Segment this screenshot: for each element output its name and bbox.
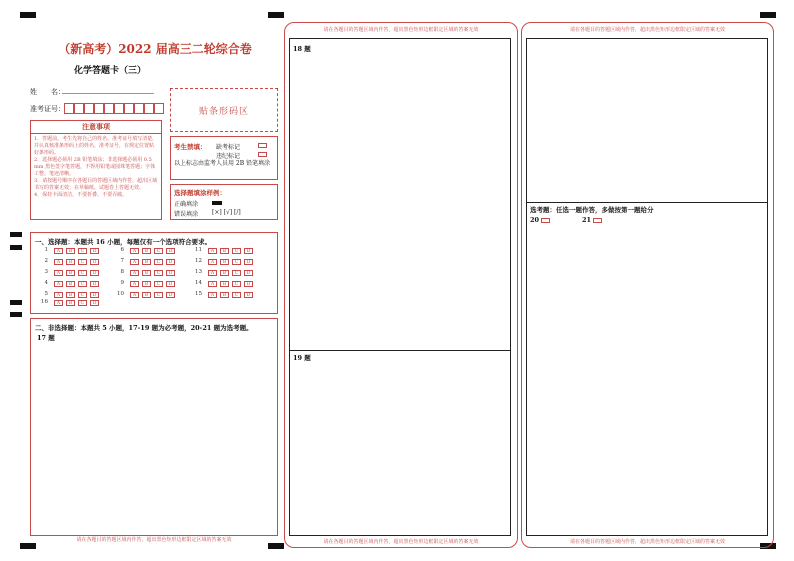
boundary-notice: 请在各题目的答题区域内作答，超出黑色矩形边框限定区域的答案无效 [323,27,479,33]
choice-bubble[interactable]: A [208,292,217,298]
choice-bubble[interactable]: B [220,292,229,298]
choice-bubble[interactable]: D [90,259,99,265]
choice-bubble[interactable]: C [154,292,163,298]
choice-bubble[interactable]: D [90,270,99,276]
name-label: 姓 名： [30,88,65,96]
choice-bubble[interactable]: C [78,292,87,298]
choice-bubble[interactable]: C [232,281,241,287]
q18-q19-divider [289,350,511,351]
question-number: 2 [44,258,48,264]
choice-bubble[interactable]: B [66,292,75,298]
absent-label: 缺考标记 [216,144,241,151]
choice-bubble[interactable]: C [78,281,87,287]
q19-label: 19 题 [293,354,311,362]
question-number: 13 [195,269,202,275]
barcode-area: 贴条形码区 [170,88,278,132]
choice-bubble[interactable]: A [130,292,139,298]
choice-bubble[interactable]: A [208,248,217,254]
forbidden-label: 考生禁填： [174,143,207,151]
timing-mark [20,12,36,18]
notice-item: 1．答题前，考生先将自己的姓名、准考证号填写清楚，并认真核准条形码上的姓名、准考证号，在规定位置贴好条形码。 [34,136,158,156]
wrong-marks: [×] [√] [/] [212,209,241,216]
page-subtitle: 化学答题卡（三） [73,66,146,76]
choice-bubble[interactable]: B [66,248,75,254]
choice-bubble[interactable]: C [78,259,87,265]
choice-bubble[interactable]: A [54,300,63,306]
choice-bubble[interactable]: C [154,281,163,287]
elective-divider [526,202,768,203]
choice-bubble[interactable]: B [66,281,75,287]
choice-bubble[interactable]: D [244,281,253,287]
choice-bubble[interactable]: D [244,270,253,276]
choice-bubble[interactable]: C [232,270,241,276]
choice-bubble[interactable]: A [130,270,139,276]
question-number: 3 [44,269,48,275]
answer-area-18-19[interactable] [289,38,511,536]
question-number: 6 [120,247,124,253]
q21-select-box[interactable] [593,218,602,223]
absent-checkbox[interactable] [258,143,267,148]
choice-bubble[interactable]: B [142,292,151,298]
choice-bubble[interactable]: D [90,281,99,287]
sample-heading: 选择题填涂样例： [174,189,226,197]
section2-box [30,318,278,536]
notice-heading: 注意事项 [31,121,161,134]
question-number: 15 [195,291,202,297]
question-number: 1 [44,247,48,253]
choice-bubble[interactable]: B [142,259,151,265]
correct-label: 正确填涂 [174,201,199,208]
choice-bubble[interactable]: D [244,248,253,254]
name-field[interactable] [62,93,154,94]
q18-label: 18 题 [293,45,311,53]
choice-bubble[interactable]: A [130,248,139,254]
question-number: 9 [120,280,124,286]
timing-mark [10,245,22,250]
wrong-label: 错误填涂 [174,211,199,218]
choice-bubble[interactable]: A [54,270,63,276]
q20-select-box[interactable] [541,218,550,223]
choice-bubble[interactable]: B [220,259,229,265]
choice-bubble[interactable]: C [78,270,87,276]
boundary-notice: 请在各题目的答题区域内作答，超出黑色矩形边框限定区域的答案无效 [76,537,232,543]
question-number: 11 [195,247,202,253]
question-number: 7 [120,258,124,264]
choice-bubble[interactable]: A [208,259,217,265]
question-number: 8 [120,269,124,275]
choice-bubble[interactable]: A [54,248,63,254]
choice-bubble[interactable]: A [54,259,63,265]
boundary-notice: 请在各题目的答题区域内作答，超出黑色矩形边框限定区域的答案无效 [323,539,479,545]
notice-box [30,120,162,220]
elective-title: 选考题：任选一题作答，多做按第一题给分 [530,206,654,214]
timing-mark [268,543,284,549]
id-label: 准考证号： [30,105,65,113]
choice-bubble[interactable]: A [208,281,217,287]
notice-item: 3．请按题号顺序在各题目的答题区域内作答，超出区域书写的答案无效；在草稿纸、试题卷上答题无效。 [34,178,158,191]
q20-label: 20 [530,216,540,224]
timing-mark [268,12,284,18]
question-number: 12 [195,258,202,264]
timing-mark [10,312,22,317]
choice-bubble[interactable]: C [232,248,241,254]
question-number: 16 [41,299,48,305]
choice-bubble[interactable]: D [166,270,175,276]
choice-bubble[interactable]: C [154,259,163,265]
notice-item: 4．保持卡面清洁，不要折叠、不要弄破。 [34,192,128,198]
question-number: 4 [44,280,48,286]
choice-bubble[interactable]: C [78,248,87,254]
choice-bubble[interactable]: C [232,292,241,298]
q21-label: 21 [582,216,592,224]
sample-box [170,184,278,220]
choice-bubble[interactable]: D [166,281,175,287]
boundary-notice: 请在各题目的答题区域内作答，超出黑色矩形边框限定区域的答案无效 [569,539,725,545]
choice-bubble[interactable]: D [166,248,175,254]
boundary-notice: 请在各题目的答题区域内作答，超出黑色矩形边框限定区域的答案无效 [569,27,725,33]
violation-checkbox[interactable] [258,152,267,157]
choice-bubble[interactable]: D [166,259,175,265]
choice-bubble[interactable]: B [142,248,151,254]
choice-bubble[interactable]: A [54,292,63,298]
timing-mark [20,543,36,549]
section2-title: 二、非选择题：本题共 5 小题，17-19 题为必考题，20-21 题为选考题。 [35,324,253,332]
choice-bubble[interactable]: A [208,270,217,276]
forbidden-box [170,136,278,180]
violation-label: 违纪标记 [216,153,241,160]
choice-bubble[interactable]: B [66,259,75,265]
choice-bubble[interactable]: B [66,270,75,276]
question-number: 5 [44,291,48,297]
question-number: 14 [195,280,202,286]
choice-bubble[interactable]: C [154,248,163,254]
choice-bubble[interactable]: C [154,270,163,276]
answer-area-elective[interactable] [526,38,768,536]
choice-bubble[interactable]: B [142,270,151,276]
choice-bubble[interactable]: A [130,281,139,287]
choice-bubble[interactable]: A [130,259,139,265]
timing-mark [10,232,22,237]
forbidden-note: 以上标志由监考人员用 2B 铅笔填涂 [174,160,271,167]
correct-fill-sample [212,201,222,205]
choice-bubble[interactable]: B [142,281,151,287]
section1-title: 一、选择题：本题共 16 小题，每题仅有一个选项符合要求。 [35,238,212,246]
choice-bubble[interactable]: D [244,259,253,265]
page-title: （新高考）2022 届高三二轮综合卷 [58,42,252,56]
choice-bubble[interactable]: A [54,281,63,287]
choice-bubble[interactable]: D [90,248,99,254]
choice-bubble[interactable]: D [166,292,175,298]
timing-mark [10,300,22,305]
choice-bubble[interactable]: B [220,270,229,276]
choice-bubble[interactable]: C [232,259,241,265]
choice-bubble[interactable]: D [244,292,253,298]
choice-bubble[interactable]: C [78,300,87,306]
choice-bubble[interactable]: B [220,281,229,287]
choice-bubble[interactable]: D [90,300,99,306]
choice-bubble[interactable]: D [90,292,99,298]
timing-mark [760,12,776,18]
choice-bubble[interactable]: B [220,248,229,254]
choice-bubble[interactable]: B [66,300,75,306]
notice-item: 2．选择题必须用 2B 铅笔填涂；非选择题必须用 0.5 mm 黑色签字笔答题，不得用铅笔或圆珠笔答题；字体工整、笔迹清晰。 [34,157,156,177]
question-number: 10 [117,291,124,297]
q17-label: 17 题 [37,334,55,342]
